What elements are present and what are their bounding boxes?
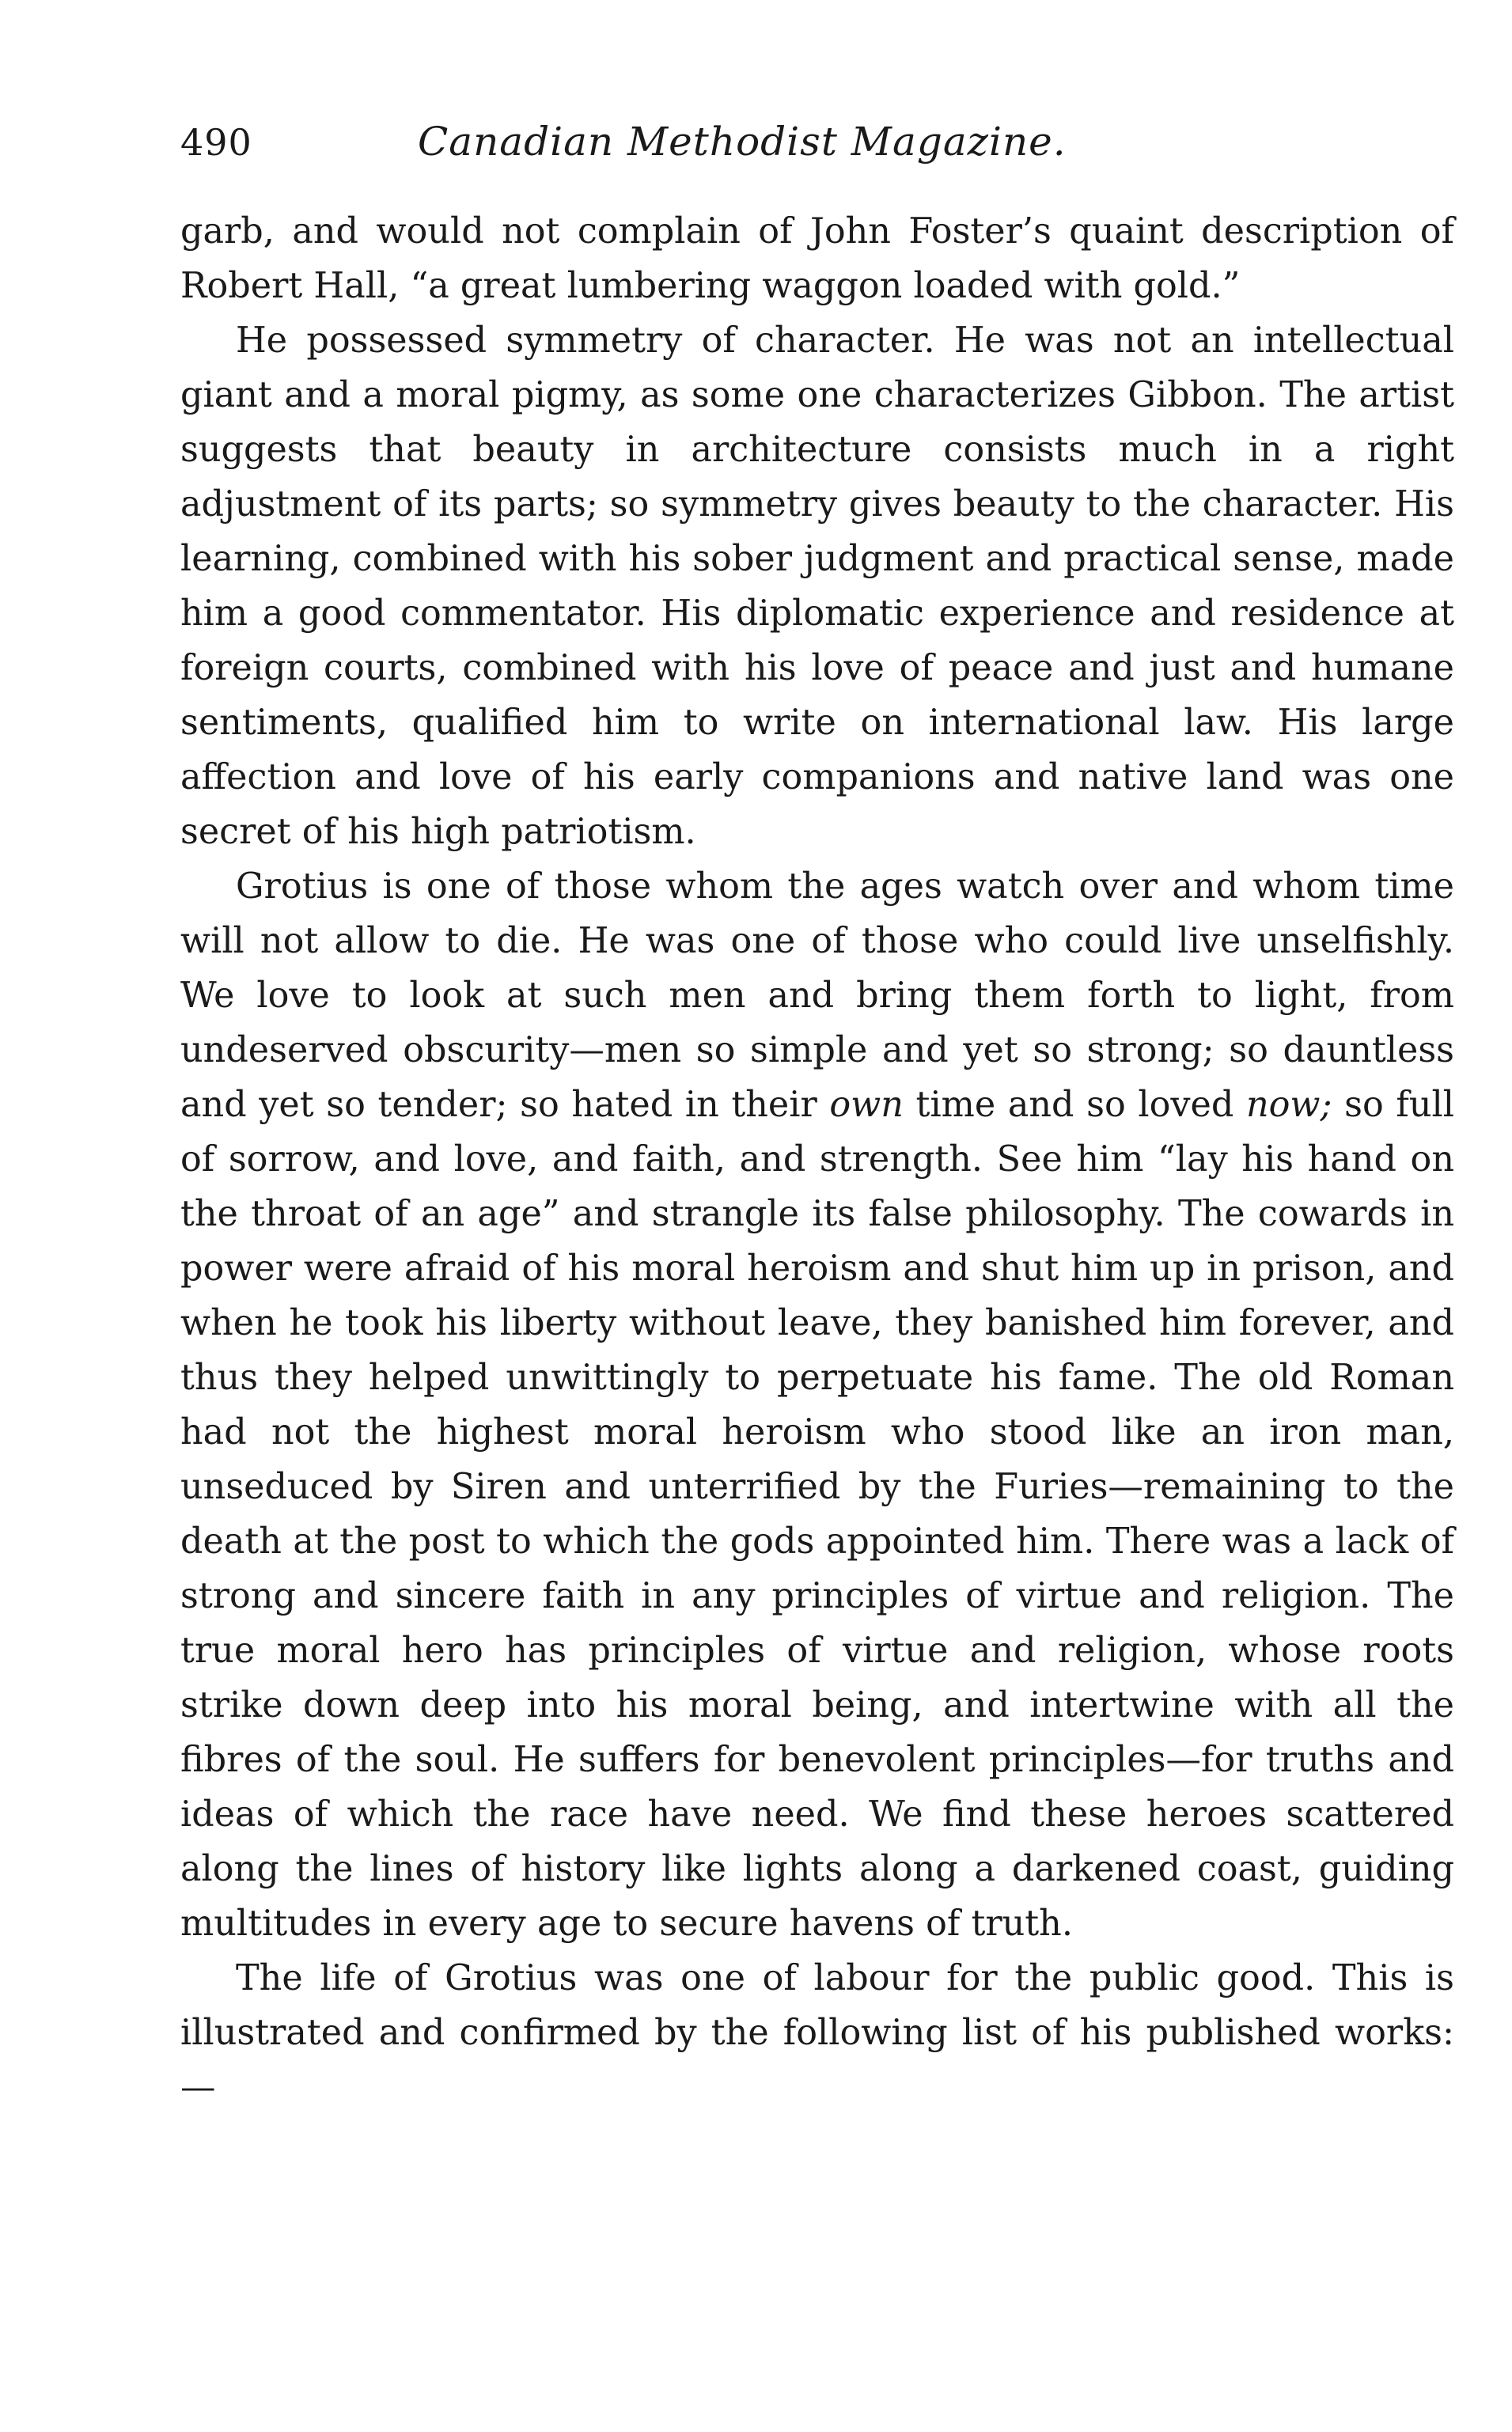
article-body [180,204,1454,2115]
italic-now: now; [1245,1085,1332,1125]
paragraph-grotius-heroism [180,859,1454,1951]
paragraph-continuation: garb, and would not complain of John Foster’s quaint description of Robert Hall, “a great lumbering waggon loaded with gold.” [180,211,1454,306]
paragraph-symmetry: He possessed symmetry of character. He was not an intellectual giant and a moral pigmy, as some one characterizes Gibbon. The artist suggests that beauty in architecture consists much in a right adjustment of its parts; so symmetry gives beauty to the character. His learning, combined with his sober judgment and practical sense, made him a good commentator. His diplomatic experience and residence at foreign courts, combined with his love of peace and just and humane sentiments, qualified him to write on international law. His large affection and love of his early companions and native land was one secret of his high patriotism. [180,320,1454,852]
page-header [180,119,1454,190]
running-title: Canadian Methodist Magazine. [418,119,1067,165]
paragraph-published-works: The life of Grotius was one of labour for the public good. This is illustrated and confirmed by the following list of his published works:— [180,1958,1454,2108]
paragraph-text-segment: so full of sorrow, and love, and faith, and strength. See him “lay his hand on the throat of an age” and strangle its false philosophy. The cowards in power were afraid of his moral heroism and shut him up in prison, and when he took his liberty without leave, they banished him forever, and thus they helped unwittingly to perpetuate his fame. The old Roman had not the highest moral heroism who stood like an iron man, unseduced by Siren and unterrified by the Furies—remaining to the death at the post to which the gods appointed him. There was a lack of strong and sincere faith in any principles of virtue and religion. The true moral hero has principles of virtue and religion, whose roots strike down deep into his moral being, and intertwine with all the fibres of the soul. He suffers for benevolent principles—for truths and ideas of which the race have need. We find these heroes scattered along the lines of history like lights along a darkened coast, guiding multitudes in every age to secure havens of truth. [180,1085,1454,1944]
paragraph-text-segment: Grotius is one of those whom the ages watch over and whom time will not allow to die. He was one of those who could live unselfishly. We love to look at such men and bring them forth to light, from undeserved obscurity—men so simple and yet so strong; so dauntless and yet so tender; so hated in their [180,866,1454,1125]
paragraph-text-segment: time and so loved [903,1085,1246,1125]
page-number: 490 [180,121,252,164]
italic-own: own [829,1085,904,1125]
magazine-page [180,119,1454,2115]
